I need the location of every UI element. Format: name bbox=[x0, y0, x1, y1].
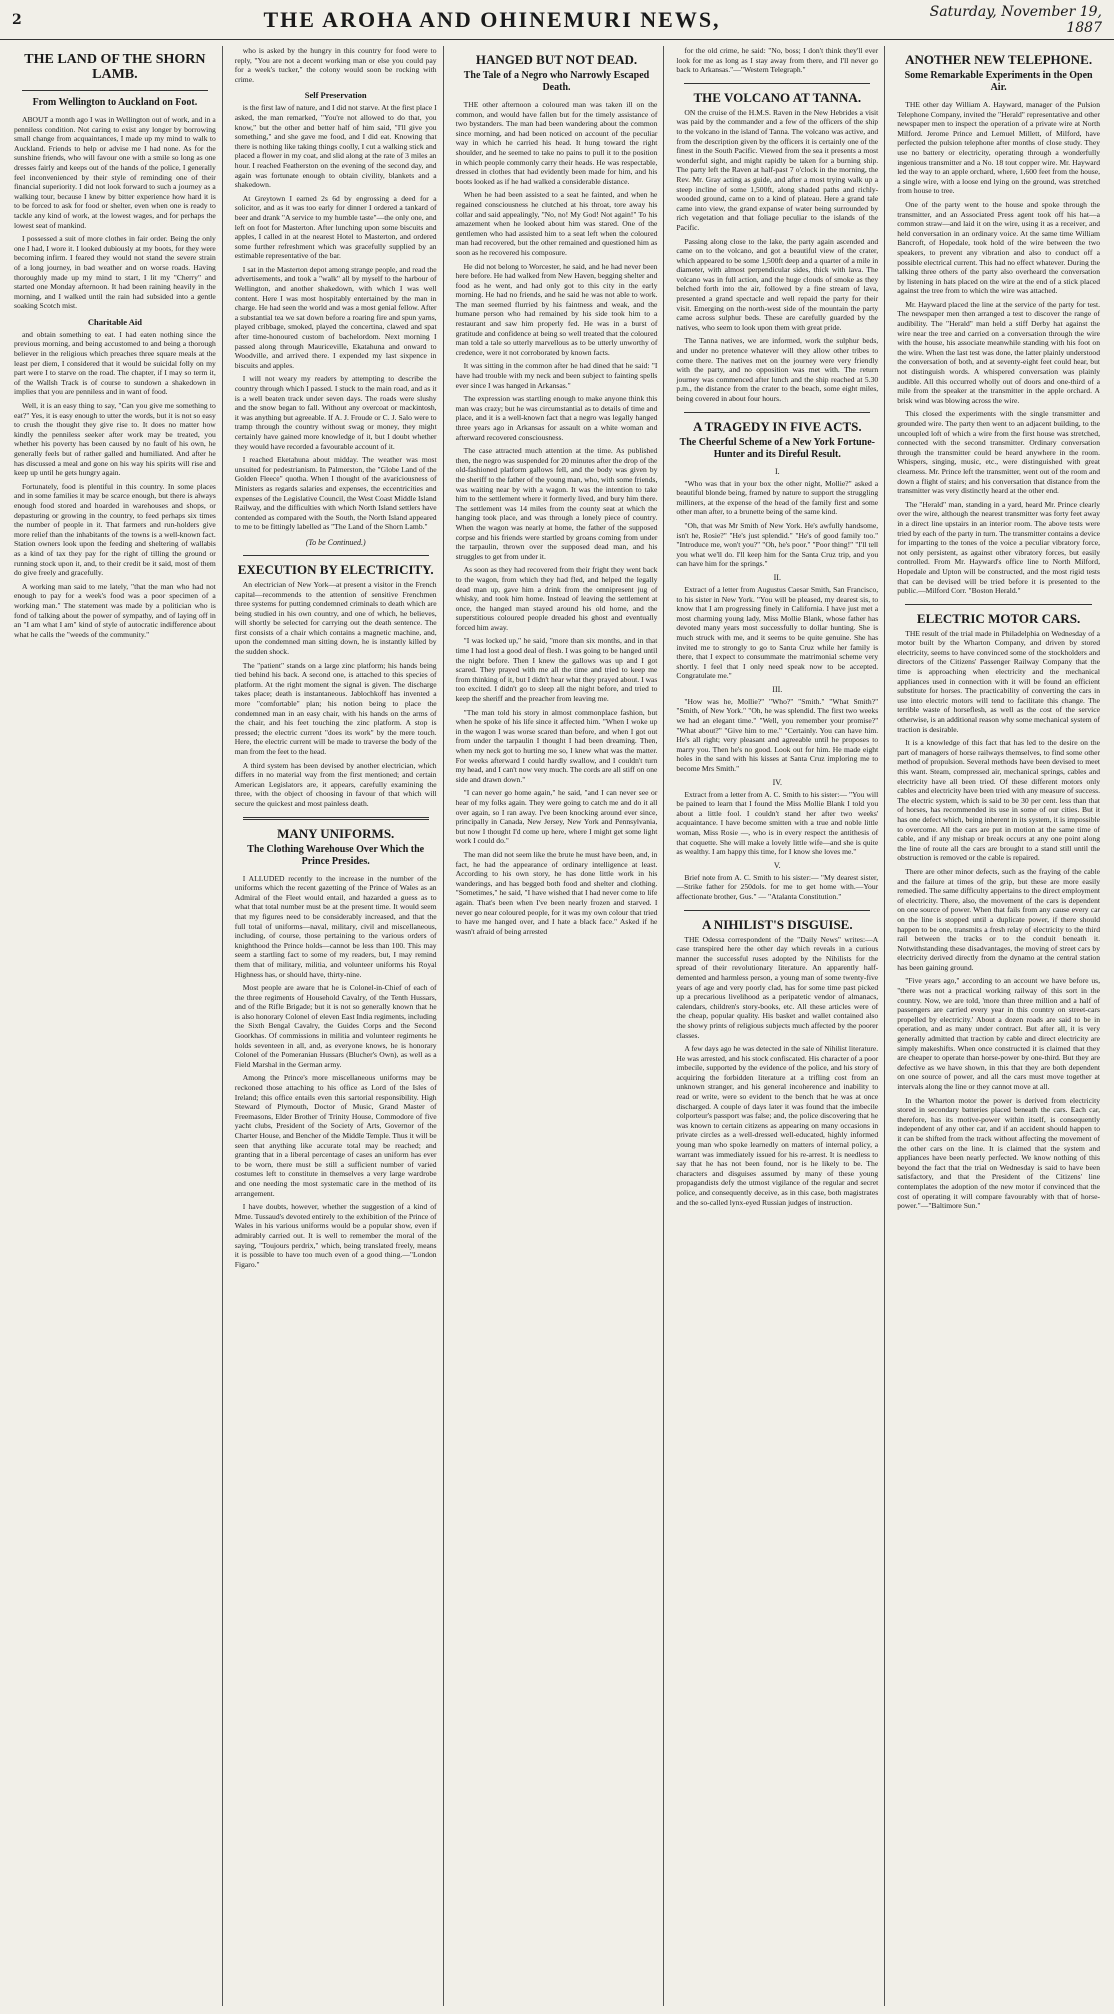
headline-hanged: HANGED BUT NOT DEAD. bbox=[475, 52, 638, 67]
paragraph: THE other afternoon a coloured man was taken ill on the common, and would have fallen but for the timely assistance of two bystanders. The man had been wandering about the common since morning, and had been noticed on account of the peculiar way in which he carried his head. It hung toward the right shoulder, and he seemed to take no pains to pull it to the position in which people commonly carry their heads. He was respectable, dressed in clothes that had evidently been made for him, and his boots looked as if he had walked a considerable distance. bbox=[455, 100, 658, 186]
subhead-telephone: Some Remarkable Experiments in the Open Air. bbox=[904, 70, 1093, 93]
paragraph: Mr. Hayward placed the line at the service of the party for test. The newspaper men then arranged a test to discover the range of audibility. The "Herald" man held a stiff Derby hat against the wire near the tree and carried on a conversation through the wire with the house, his associate meanwhile standing with his foot on the wire. When the last test was done, the latter plainly understood the conversation of both, and at seventy-eight feet could hear, but not distinguish words. A whispered conversation was plainly audible. All this occurred wholly out of doors and one-third of a mile from the speaker at the transmitter in the apple orchard. A brisk wind was blowing across the wire. bbox=[897, 299, 1100, 405]
paragraph: A few days ago he was detected in the sale of Nihilist literature. He was arrested, and his stock confiscated. His character of a poor imbecile, supported by the evidence of the police, and his story of acquiring the forbidden literature at a trifling cost from an unknown stranger, and his general incoherence and inability to read or write, were so evident to the bench that he was at once discharged. A couple of days later it was found that the imbecile colporteur's passport was false; and, the police discovering that he was known to certain citizens as appearing on many occasions in private circles as a well-dressed well-educated, highly informed young man who spoke learnedly on matters of internal policy, a warrant was immediately issued for his re-arrest. It is needless to say that he has not been found, nor is he likely to be. The characters and disguises assumed by many of these young propagandists defy the utmost vigilance of the regular and secret police, and consequently deceive, as in this case, both magistrates and the so-called lynx-eyed Russian judges of instruction. bbox=[676, 1044, 879, 1207]
paragraph: Well, it is an easy thing to say, "Can you give me something to eat?" Yes, it is easy enough to utter the words, but it is not so easy to crush the thought they give rise to. It does no matter how kindly the penniless seeker after work may be treated, you whether his poverty has been caused by no fault of his own, he generally feels but of rather galled and humiliated. And after he has discussed a meal and gone on his way his spirits will rise and keep up until he gets hungry again. bbox=[14, 401, 216, 478]
section-number: V. bbox=[773, 860, 781, 870]
paragraph: Passing along close to the lake, the party again ascended and came on to the volcano, and got a beautiful view of the crater, which appeared to be some 1,500ft deep and a quarter of a mile in diameter, with almost perpendicular sides, thick with lava. The volcano was in full action, and the huge clouds of smoke as they belched forth into the air, followed by a fine stream of lava, presented a grand spectacle and well repaid the party for their visit. Emerging on the north-west side of the mountain the party came across sulphur beds. These are carefully guarded by the natives, who seem to look upon them with great pride. bbox=[676, 236, 879, 332]
headline-uniforms: MANY UNIFORMS. bbox=[277, 825, 395, 841]
headline-motor-cars: ELECTRIC MOTOR CARS. bbox=[916, 610, 1081, 626]
paragraph: THE other day William A. Hayward, manager of the Pulsion Telephone Company, invited the "Herald" representative and other newspaper men to inspect the operation of a private wire at North Milford. Jerome Prince and Lemuel Millett, of Milford, have perfected the pulsion telephone after months of close study. They use no battery or electricity, operating through a wonderfully ingenious transmitter and a No. 18 tout copper wire. Mr. Hayward led the way to an apple orchard, where, 1,600 feet from the house, a single wire, with a loose end lying on the ground, was stretched from house to tree. bbox=[897, 100, 1100, 196]
paragraph: At Greytown I earned 2s 6d by engrossing a deed for a solicitor, and as it was too early for dinner I ordered a tankard of beer and drank "A service to my humble taste"—the only one, and left on foot for Masterton. After lunching upon some biscuits and apples, I called in at the nearest Hotel to Masterton, and ordered some further refreshment which was gracefully supplied by an estimable representative of the bar. bbox=[234, 193, 437, 261]
paragraph: Brief note from A. C. Smith to his sister:— "My dearest sister,—Strike father for 250dols. for me to get home with.—Your affectionate brother, Gus." — "Atalanta Constitution." bbox=[676, 872, 879, 901]
continued-note: (To be Continued.) bbox=[305, 537, 366, 547]
paragraph: ON the cruise of the H.M.S. Raven in the New Hebrides a visit was paid by the commander and a few of the officers of the ship to the volcano in the island of Tanna. The volcano was active, and from the description given by the officers it is certainly one of the finest in the South Pacific. Viewed from the sea it presents a most wonderful sight, and might rapidly be taken for a burning ship. The party left the Raven at half-past 7 o'clock in the morning, the Rev. Mr. Gray acting as guide, and after a most trying walk up a steep incline of some 1,500ft, along shaded paths and richly-wooded ground, came on to a kind of plateau. Here a grand tale came into view, the grand expanse of water being surrounded by rich vegetation and that foliage peculiar to the islands of the Pacific. bbox=[676, 107, 879, 232]
paragraph: is the first law of nature, and I did not starve. At the first place I asked, the man remarked, "You're not allowed to do that, you know," but the other and better half of him said, "I'll give you something," and she gave me food, and I did eat. Knowing that there is nothing like taking things coolly, I cut a walking stick and placed a flower in my coat, and slid along at the rate of 3 miles an hour. I reached Featherston on the evening of the second day, and again was fortunate enough to obtain civility, blankets and a shakedown. bbox=[234, 103, 437, 190]
subheading-charitable-aid: Charitable Aid bbox=[87, 316, 142, 327]
subheading-self-preservation: Self Preservation bbox=[304, 90, 367, 101]
column-3 bbox=[450, 46, 665, 2006]
divider bbox=[22, 90, 208, 91]
paragraph: When he had been assisted to a seat he fainted, and when he regained consciousness he clutched at his throat, tore away his collar and said appealingly, "No, no! My God! Not again!" To his amazement when he looked about him was stared. One of the gentlemen who had assisted him to a seat left when the coloured man had recovered, but the other remained and questioned him as soon as he recovered his composure. bbox=[455, 190, 658, 257]
paragraph: This closed the experiments with the single transmitter and grounded wire. The party then went to an adjacent building, to the uncoupled loft of which a wire from the first house was stretched, connected with the second transmitter. Ordinary conversation through the transmitter could be heard anywhere in the room. Whispers, singing, music, etc., were distinguished with great clearness. Mr. Prince left the transmitter, went out of the room and down a flight of stairs; and his conversation that distance from the transmitter was very distinctly heard at the other end. bbox=[897, 409, 1100, 496]
paragraph: Extract from a letter from A. C. Smith to his sister:— "You will be pained to learn that I found the Miss Mollie Blank I told you about a little fool. I couldn't stand her after two weeks' acquaintance. I have become smitten with a true and noble little woman, Miss Rosie —, who is in every respect the antithesis of that coquette. She will make a lovely little wife—and she is quite as wealthy. I am happy this time, for I know she loves me." bbox=[676, 789, 879, 857]
section-number: IV. bbox=[772, 777, 782, 787]
paragraph: It was sitting in the common after he had dined that he said: "I have had trouble with my neck and been subject to fainting spells ever since I was hanged in Arkansas." bbox=[455, 361, 658, 390]
headline-tanna: THE VOLCANO AT TANNA. bbox=[693, 89, 862, 105]
paragraph: I sat in the Masterton depot among strange people, and read the advertisements, and took a "walk" all by myself to the harbour of Wellington, and another shakedown, with which I was well content. Here I was most hospitably entertained by the man in charge. He had seen the world and was a most genial fellow. After a substantial tea we sat down before a roaring fire and spun yarns, played cribbage, smoked, played the concertina, clawed and spat after time-honoured custom of bachelordom. Next morning I passed along through Mauriceville, Ekatahuna and onward to Woodville, and arrived there. I expended my last sixpence in biscuits and apples. bbox=[234, 264, 437, 370]
paragraph: The case attracted much attention at the time. As published then, the negro was suspended for 20 minutes after the drop of the old-fashioned platform gallows fell, and the body was given by the sheriff to the father of the young man, who, with some friends, was waiting near by with a wagon. It was the intention to take him to the settlement where it formerly lived, and bury him there. The settlement was 14 miles from the county seat at which the hanging took place, and was through a lonely piece of country. When the wagon was nearly at home, the father of the supposed corpse and his friends were startled by groans coming from under the tarpaulin, thrown over the supposed dead man, and his struggles to get from under it. bbox=[455, 446, 658, 561]
divider bbox=[243, 817, 429, 820]
paragraph: "Five years ago," according to an account we have before us, "there was not a practical working railway of this sort in the country. Now, we are told, 'more than three million and a half of passengers are carried every year in this country on street-cars propelled by electricity.' About a dozen roads are said to be in operation, and as many under contract. But after all, it is very generally admitted that traction by cable and direct electricity are simply makeshifts. When once constructed it is claimed that they are cheaper to operate than horse-power by one-third. But they are defective as we have shown, in this that they are both dependent on one source of power, and all the cars must move together at intervals along the line or they cannot move at all. bbox=[897, 976, 1100, 1091]
paragraph: The "Herald" man, standing in a yard, heard Mr. Prince clearly over the wire, although the nearest transmitter was forty feet away in a direct line upstairs in an interior room. The above tests were tried by each of the party in turn. The transmitter contains a device for imparting to the tones of the voice a peculiar vibratory force, not only persistent, as against other vibratory forces, but easily controlled. From Mr. Hayward's office line to North Milford, Hopedale and Upton will be constructed, and the most rigid tests that can be devised will be tried before it is presented to the public.—Milford Corr. "Boston Herald." bbox=[897, 499, 1100, 596]
paragraph: THE result of the trial made in Philadelphia on Wednesday of a motor built by the Wharton Company, and driven by stored electricity, seems to have convinced some of the stockholders and directors of the Citizens' Passenger Railway Company that the time is approaching when electricity and the mechanical appliances used in connection with it will be found an efficient substitute for horses. The practicability of converting the cars in use into electric motors will tend to facilitate this change. The terrible waste of horseflesh, as well as the cost of the service otherwise, is an additional reason why some mechanical system of traction is desirable. bbox=[897, 628, 1100, 734]
columns bbox=[8, 46, 1106, 2006]
paragraph: I have doubts, however, whether the suggestion of a kind of Mme. Tussaud's devoted entirely to the exhibition of the Prince of Wales in his various uniforms would be a popular show, even if admirably carried out. It is well to remember the moral of the saying, "Toujours perdrix," which, being translated freely, means it is possible to have too much even of a good thing.—"London Figaro." bbox=[234, 1202, 437, 1269]
paragraph: Most people are aware that he is Colonel-in-Chief of each of the three regiments of Household Cavalry, of the Tenth Hussars, and of the Rifle Brigade; but it is not so generally known that he is also honorary Colonel of eleven East India regiments, including the Sixth Bengal Cavalry, the Guides Corps and the Second Goorkhas. Of commissions in militia and volunteer regiments he holds seventeen in all, and, as everyone knows, he is honorary Colonel of the Pomeranian Hussars (Blucher's Own), as well as a Field Marshal in the German army. bbox=[234, 983, 437, 1069]
column-5 bbox=[891, 46, 1106, 2006]
subhead-hanged: The Tale of a Negro who Narrowly Escaped Death. bbox=[463, 70, 650, 93]
paragraph: "The man told his story in almost commonplace fashion, but when he spoke of his life since it affected him. "When I woke up in the wagon I was worse scared than before, and when I got out from under the tarpaulin I thought I had been dreaming. Then, when my neck got to hurting me so, I knew what was the matter. For weeks afterward I could hardly swallow, and I couldn't turn my head, and I can't now very much. The cords are all stiff on one side and drawn down." bbox=[455, 707, 658, 784]
headline-electricity: EXECUTION BY ELECTRICITY. bbox=[237, 561, 434, 577]
paragraph: Fortunately, food is plentiful in this country. In some places and in some families it may be scarce enough, but there is always enough food stored and hoarded in warehouses and shops, or depasturing or growing in the country, to feed perhaps six times the number of people in it. That farmers and run-holders give more relief than the inhabitants of the towns is a well-known fact. Station owners look upon the feeding and sheltering of wallabis as a kind of tax they pay for the right of tilling the ground or running stock upon it, and, to their credit be it said, most of them do give freely and gracefully. bbox=[14, 481, 216, 578]
headline-telephone: ANOTHER NEW TELEPHONE. bbox=[905, 52, 1093, 67]
divider bbox=[684, 83, 870, 84]
paragraph: ABOUT a month ago I was in Wellington out of work, and in a penniless condition. Not caring to exist any longer by borrowing small change from acquaintances, I made up my mind to walk to Auckland. Friends to help or advise me I had none. As for the sunshine friends, who will favour one with a smile so long as one dresses fairly and keeps out of the hands of the police, I generally feel inconvenienced by their style of reminding one of their financial superiority. I did not look forward to such a journey as a walking tour, because I knew by bitter experience how hard it is to be forced to ask for food or shelter, even when one is ready to tackle any kind of work, at the lowest wages, and for perhaps the lowest seat of mankind. bbox=[14, 115, 216, 230]
paragraph: "Who was that in your box the other night, Mollie?" asked a beautiful blonde being, framed by nature to support the struggling milliners, at the expense of the head of the family first and some other man after, to a brunette being of the same kind. bbox=[676, 478, 879, 517]
paragraph: THE Odessa correspondent of the "Daily News" writes:—A case transpired here the other day which reveals in a curious manner the successful ruses adopted by the Nihilists for the spread of their revolutionary literature. An apparently half-demented and harmless person, a young man of some twenty-five years of age and very poorly clad, has for some time past picked up a precarious livelihood as a peripatetic vendor of almanacs, calendars, children's story-books, etc. All these articles were of the cheap, popular quality. His basket and wallet contained also the showy prints of religious subjects much affected by the poorer classes. bbox=[676, 934, 879, 1040]
page-number: 2 bbox=[12, 11, 22, 28]
paragraph: There are other minor defects, such as the fraying of the cable and the failure at times of the grip, but these are more easily remedied. The same difficulty appertains to the direct employment of electricity. There, also, the movement of the cars is dependent on one source of power. When that fails from any cause every car on the line is stopped until a duplicate power, if there should happen to be one, transmits a fresh relay of electricity to the third rail between the tracks or to the conduit beneath it. Notwithstanding these disadvantages, the moving of street cars by electricity derived directly from the dynamo at the central station has been gaining ground. bbox=[897, 866, 1100, 972]
paragraph: "I can never go home again," he said, "and I can never see or hear of my folks again. They were going to catch me and do it all over again, so I ran away. I've been knocking around ever since, principally in Canada, New Jersey, New York and Pennsylvania, but now I thought I'd come up here, where I might get some light work I could do." bbox=[455, 788, 658, 846]
paragraph: In the Wharton motor the power is derived from electricity stored in secondary batteries placed beneath the cars. Each car, therefore, has its motive-power within itself, is consequently independent of any other car, and if an accident should happen to it can be shifted from the track without affecting the movement of the other cars on the line. It is claimed that the system and appliances have been nearly perfected. We know nothing of this beyond the fact that the trial on Wednesday is said to have been satisfactory, and that the President of the Citizens' line contemplates the adoption of the new motor if convinced that the cost of operating it will compare favourably with that of horse-power."—"Baltimore Sun." bbox=[897, 1095, 1100, 1211]
paragraph: He did not belong to Worcester, he said, and he had never been here before. He had walked from New Haven, begging shelter and food as he went, and had only got to this city in the early morning. He had no friends, and he said he was not able to work. The man seemed flurried by his faintness and weak, and the humane person who had remained by his side took him to a restaurant and saw him properly fed. He was in a burst of gratitude and confidence at being so well treated that the coloured man told a tale so utterly marvellous as to be utterly unworthy of credence, were it not corroborated by known facts. bbox=[455, 261, 658, 357]
paragraph: An electrician of New York—at present a visitor in the French capital—recommends to the attention of sensitive Frenchmen three systems for putting condemned criminals to death which are being studied in his own country, and one of which, he believes, will shortly be selected for carrying out the death sentence. The first consists of a chair which contains a magnetic machine, and, upon the condemned man sitting down, he is instantly killed by the sudden shock. bbox=[234, 579, 437, 657]
subhead-uniforms: The Clothing Warehouse Over Which the Prince Presides. bbox=[247, 843, 425, 867]
paragraph: I possessed a suit of more clothes in fair order. Being the only one I had, I wore it. I looked dubiously at my boots, for they were becoming infirm. I feared they would not stand the severe strain of a long journey, in bad weather and on worse roads. Having thoroughly made up my mind to start, I lit my "Cherry" and started one Monday afternoon. It had been raining heavily in the morning, and I walked until the rain had subsided into a gentle soaking Scotch mist. bbox=[14, 234, 216, 311]
paragraph: "Oh, that was Mr Smith of New York. He's awfully handsome, isn't he, Rosie?" "He's just splendid." "He's of good family too." "Introduce me, won't you?" "Oh, he's poor." "Poor thing!" "I'll tell you what we'll do. I'll keep him for the Santa Cruz trip, and you can have him for the springs." bbox=[676, 520, 879, 569]
issue-date: Saturday, November 19, 1887 bbox=[929, 3, 1102, 36]
paragraph: "I was locked up," he said, "more than six months, and in that time I had lost a good deal of flesh. I was going to be hanged until the night before. Then I knew the gallows was up and I got scared. They prayed with me all the time and tried to keep me from thinking of it, but I didn't hear what they prayed about. I was too excited. I didn't go to sleep all the night before, and tried to keep the sheriff and the preacher from leaving me. bbox=[455, 636, 658, 704]
paragraph: Extract of a letter from Augustus Caesar Smith, San Francisco, to his sister in New York. "You will be pleased, my dearest sis, to know that I am progressing finely in California. I have just met a most charming young lady, Miss Mollie Blank, whose father has devoted many years most successfully to dollar hunting. She is much struck with me, and it seems to be quite genuine. She has invited me to strongly to go to Santa Cruz while her family is there, that I expect to consummate the matrimonial scheme very shortly. I feel that I only need speak now to be accepted. Congratulate me." bbox=[676, 584, 879, 681]
paragraph: Among the Prince's more miscellaneous uniforms may be reckoned those attaching to his office as Lord of the Isles of Ireland; this office entails even this sartorial responsibility. High Steward of Plymouth, Doctor of Music, Grand Master of Freemasons, Elder Brother of Trinity House, Commodore of five yacht clubs, President of the Society of Arts, Governor of the Charter House, and Bencher of the Middle Temple. Thus it will be seen that anything like accurate total may be reached; and granting that in a liberal percentage of cases an uniform has ever to be worn, there must be still a sufficient number of varied costumes left to constitute in themselves a very large wardrobe and one needing the most systematic care in the method of its arrangement. bbox=[234, 1073, 437, 1198]
divider bbox=[243, 555, 429, 556]
paragraph: for the old crime, he said: "No, boss; I don't think they'll ever look for me as long as I stay away from there, and I'll never go back to Arkansas."—"Western Telegraph." bbox=[676, 46, 879, 75]
divider bbox=[684, 412, 870, 413]
paragraph: The man did not seem like the brute he must have been, and, in fact, he had the appearance of ordinary intelligence at least. According to his own story, he has done little work in his wanderings, and has begged both food and shelter and clothing. "Sometimes," he said, "I have wished that I had never come to life again. That's been when I've been nearly frozen and starved. I never go near coloured people, for it was my own colour that tried to have me hanged over, and I hate a black face." Asked if he wasn't afraid of being arrested bbox=[455, 849, 658, 936]
subhead-shorn-lamb: From Wellington to Auckland on Foot. bbox=[32, 97, 198, 108]
paragraph: It is a knowledge of this fact that has led to the desire on the part of managers of horse railways themselves, to find some other method of propulsion. Several methods have been devised to meet this want. Steam, compressed air, mechanical springs, cables and electricity have all been tried. Of these different motors only cables and electricity have been tried with any measure of success. The electric system, which is said to be 30 per cent. less than that of horses, has recommended its use in some of our cities. But it has one defect which, being inherent in its system, it is impossible to overcome. All the cars are put in motion at the same time of cable, and if any mishap or break occurs at any one point along the line of route all the cars are brought to a stand still until the obstruction is removed or the cable is repaired. bbox=[897, 738, 1100, 863]
section-number: III. bbox=[772, 684, 783, 694]
headline-shorn-lamb: THE LAND OF THE SHORN LAMB. bbox=[24, 52, 206, 82]
paragraph: who is asked by the hungry in this country for food were to reply, "You are not a decent working man or else you could pay for a week's tucker," the colony would soon be rocking with crime. bbox=[234, 46, 437, 84]
paragraph: I ALLUDED recently to the increase in the number of the uniforms which the recent gazetting of the Prince of Wales as an Admiral of the Fleet would entail, and hazarded a guess as to what that total number must be at the present time. It would seem that my figures need to be considerably increased, and that the full total of uniforms—naval, military, civil and miscellaneous, including, of course, those pertaining to the various orders of knighthood the Prince holds—cannot be less than 100. This may seem a startling fact to some of my readers, but, I may remind them that of military, militia, and volunteer uniforms his Royal Highness has, or should have, thirty-nine. bbox=[234, 873, 437, 979]
column-1 bbox=[8, 46, 223, 2006]
paragraph: A working man said to me lately, "that the man who had not enough to pay for a week's food was a poor specimen of a working man." The statement was made by a politician who is fond of talking about the power of sympathy, and of laying off in an "I am what I am" kind of style of autocratic indifference about what he calls the "weeds of the community." bbox=[14, 581, 216, 639]
newspaper-title: THE AROHA AND OHINEMURI NEWS, bbox=[263, 6, 721, 32]
paragraph: I reached Eketahuna about midday. The weather was most unsuited for pedestrianism. In Palmerston, the "Globe Land of the Golden Fleece" quotha. When I thought of the avariciousness of Ministers as regards salaries and expenses, the eccentricities and expenses of the Legislative Council, the West Coast Middle Island Railway, and the difficulties with which North Island settlers have contended as compared with the South, the North Island appeared to me to be fittingly labelled as "The Land of the Shorn Lamb." bbox=[234, 455, 437, 532]
paragraph: I will not weary my readers by attempting to describe the country through which I passed. I stuck to the main road, and as it is a well beaten track under seven days. The roads were slushy and the snow began to fall. Without any overcoat or mackintosh, it was anything but agreeable. If A. J. Froude or C. J. Salo were to tramp through the country without swag or money, they might certainly have gained more knowledge of it, but I doubt whether they would have recorded a favourable account of it. bbox=[234, 374, 437, 451]
paragraph: The Tanna natives, we are informed, work the sulphur beds, and under no pretence whatever will they allow other tribes to come there. The natives met on the journey were very friendly with the party, and no opposition was met with. The return journey was commenced after lunch and the ship reached at 5.30 p.m., the distance from the crater to the beach, some eight miles, being covered in about four hours. bbox=[676, 336, 879, 403]
headline-nihilist: A NIHILIST'S DISGUISE. bbox=[701, 916, 853, 932]
paragraph: "How was he, Mollie?" "Who?" "Smith." "What Smith?" "Smith, of New York." "Oh, he was splendid. The first two weeks we had an elegant time." "Well, you remember your promise?" "What about?" "Give him to me." "Certainly. You can have him. He's all right; very pleasant and agreeable until he proposes to marry you. Then he's no good. Look out for him. He made eight holes in the sand with his kisses at Santa Cruz imploring me to become Mrs Smith." bbox=[676, 696, 879, 774]
column-4 bbox=[670, 46, 885, 2006]
section-number: I. bbox=[774, 466, 780, 476]
paragraph: One of the party went to the house and spoke through the transmitter, and an Associated Press agent took off his hat—a common straw—and laid it on the wire, using it as a receiver, and held conversation in an ordinary voice. At the same time William Bancroft, of Hopedale, took hold of the wire between the two speakers, to prevent any vibration and also to conduct off a possible electrical current. This had no effect whatever. During the talking three others of the party also overheard the conversation by listening in hats placed on the wire at the end of a stick placed against the tree from to which the wire was attached. bbox=[897, 199, 1100, 296]
masthead bbox=[0, 0, 1114, 40]
section-number: II. bbox=[773, 572, 781, 582]
headline-tragedy: A TRAGEDY IN FIVE ACTS. bbox=[692, 418, 862, 434]
divider bbox=[905, 604, 1092, 605]
paragraph: The "patient" stands on a large zinc platform; his hands being tied behind his back. A second one, is attached to this species of platform. At the right moment the signal is given. The discharge takes place; death is instantaneous. Jablochkoff has invented a more "comfortable" plan; his notion being to place the condemned man in an easy chair, with his hands on the arms of the chair, and his feet touching the zinc platform. A stop is pressed; the electric current "does its work" by the mere touch. Here, the electric current will be made to traverse the body of the man from the feet to the head. bbox=[234, 660, 437, 756]
subhead-tragedy: The Cheerful Scheme of a New York Fortune-Hunter and its Direful Result. bbox=[679, 436, 875, 460]
paragraph: As soon as they had recovered from their fright they went back to the wagon, from which they had fled, and helped the legally dead man up, gave him a drink from the omnipresent jug of whisky, and took him home. Instead of leaving the settlement at once, the hanged man stayed around his old home, and the superstitious coloured people dreaded his ghost and eventually forced him away. bbox=[455, 565, 658, 632]
paragraph: and obtain something to eat. I had eaten nothing since the previous morning, and being accustomed to and being a thorough believer in the religious which preaches three square meals at the least per diem, I considered that it would be suicidal folly on my part were I to starve on the road. The chapter, if I may so term it, of the Wallsh Track is of course to sundown a shakedown in implies that you are penniless and in want of food. bbox=[14, 329, 216, 397]
divider bbox=[684, 910, 870, 911]
column-2 bbox=[229, 46, 444, 2006]
paragraph: A third system has been devised by another electrician, which differs in no material way from the first mentioned; and certain American Legislators are, it appears, carefully examining the three, with the object of choosing in favour of that which will secure the quickest and most painless death. bbox=[234, 760, 437, 808]
paragraph: The expression was startling enough to make anyone think this man was crazy; but he was circumstantial as to details of time and place, and it is a well-known fact that a negro was legally hanged three years ago in Arkansas for assault on a white woman and afterward recovered consciousness. bbox=[455, 394, 658, 442]
